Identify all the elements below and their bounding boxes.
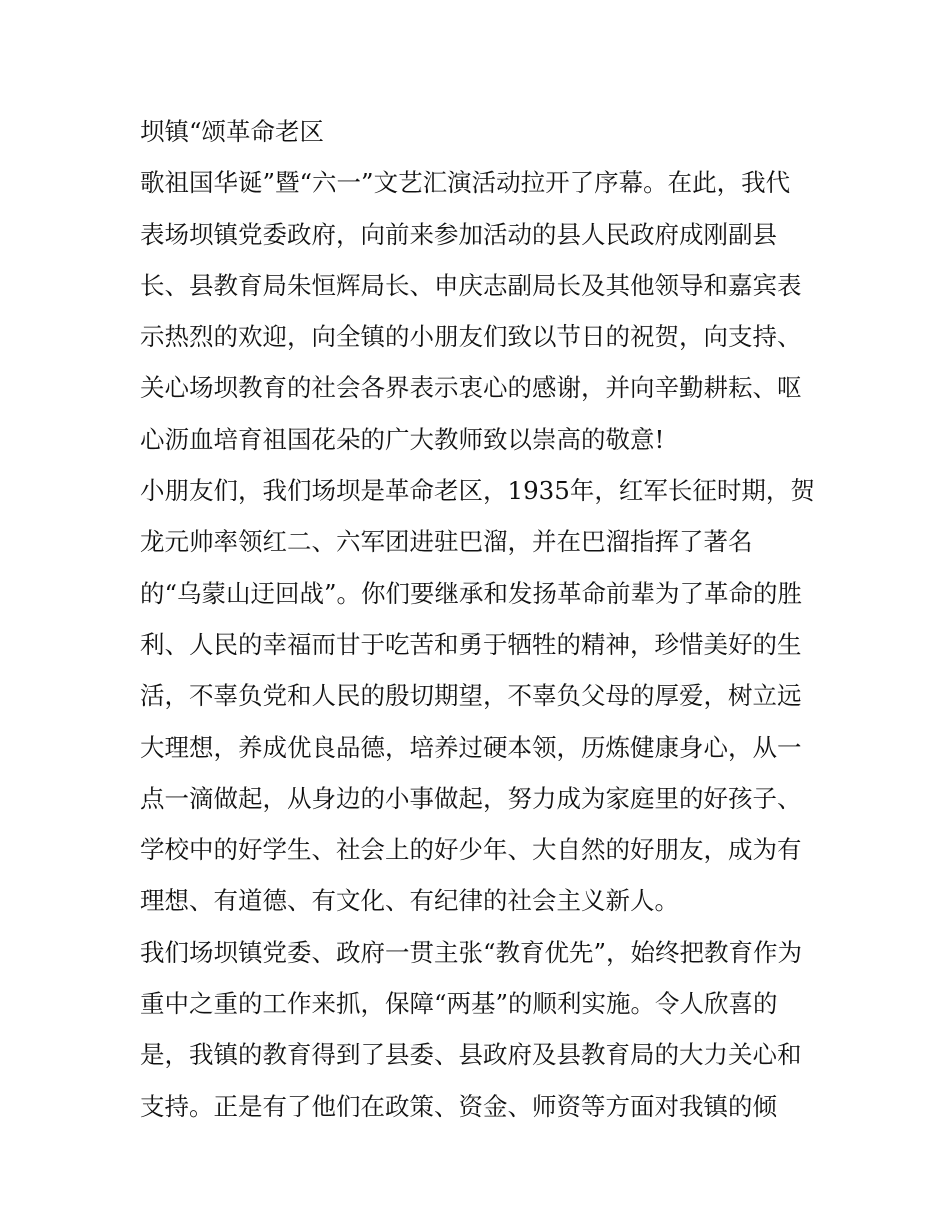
text-line: 理想、有道德、有文化、有纪律的社会主义新人。 — [140, 886, 679, 916]
text-line: 我们场坝镇党委、政府一贯主张“教育优先”，始终把教育作为 — [140, 937, 803, 967]
text-line: 长、县教育局朱恒辉局长、申庆志副局长及其他领导和嘉宾表 — [140, 270, 802, 300]
document-body — [140, 106, 820, 1132]
text-line: 表场坝镇党委政府，向前来参加活动的县人民政府成刚副县 — [140, 219, 777, 249]
text-line: 的“乌蒙山迂回战”。你们要继承和发扬革命前辈为了革命的胜 — [140, 578, 803, 608]
text-line: 大理想，养成优良品德，培养过硬本领，历炼健康身心，从一 — [140, 732, 802, 762]
text-line: 活，不辜负党和人民的殷切期望，不辜负父母的厚爱，树立远 — [140, 681, 802, 711]
text-line: 利、人民的幸福而甘于吃苦和勇于牺牲的精神，珍惜美好的生 — [140, 629, 802, 659]
text-line: 坝镇“颂革命老区 — [140, 117, 325, 146]
text-line: 关心场坝教育的社会各界表示衷心的感谢，并向辛勤耕耘、呕 — [140, 373, 802, 403]
text-line: 龙元帅率领红二、六军团进驻巴溜，并在巴溜指挥了著名 — [140, 527, 753, 557]
text-line: 歌祖国华诞”暨“六一”文艺汇演活动拉开了序幕。在此，我代 — [140, 168, 791, 198]
text-line: 点一滴做起，从身边的小事做起，努力成为家庭里的好孩子、 — [140, 783, 802, 813]
text-line: 重中之重的工作来抓，保障“两基”的顺利实施。令人欣喜的 — [140, 989, 778, 1019]
text-line: 心沥血培育祖国花朵的广大教师致以崇高的敬意! — [140, 424, 665, 454]
text-line: 小朋友们，我们场坝是革命老区，1935年，红军长征时期，贺 — [140, 476, 815, 506]
text-line: 是，我镇的教育得到了县委、县政府及县教育局的大力关心和 — [140, 1040, 802, 1070]
text-line: 支持。正是有了他们在政策、资金、师资等方面对我镇的倾 — [140, 1091, 777, 1121]
text-line: 示热烈的欢迎，向全镇的小朋友们致以节日的祝贺，向支持、 — [140, 322, 802, 352]
text-line: 学校中的好学生、社会上的好少年、大自然的好朋友，成为有 — [140, 835, 802, 865]
